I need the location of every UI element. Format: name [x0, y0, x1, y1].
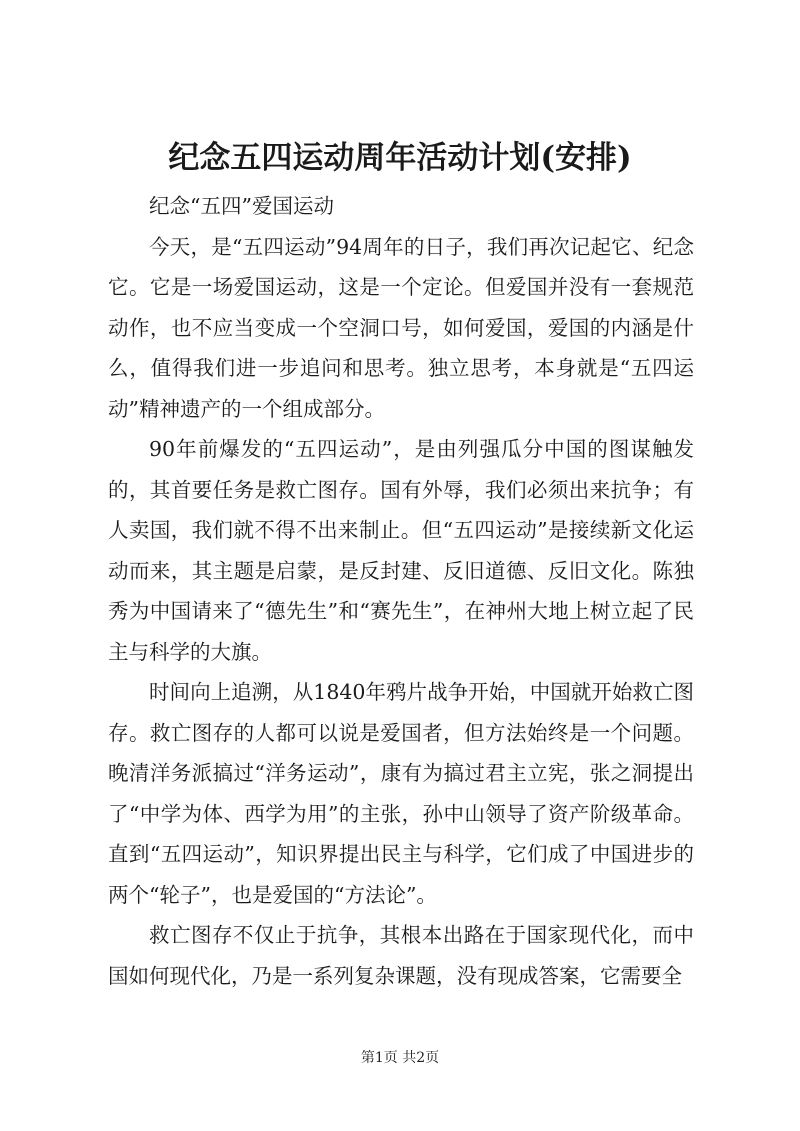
paragraph-2: 90年前爆发的“五四运动”，是由列强瓜分中国的图谋触发的，其首要任务是救亡图存。国有外辱，我们必须出来抗争；有人卖国，我们就不得不出来制止。但“五四运动”是接续新文化运动而来，其主题是启蒙，是反封建、反旧道德、反旧文化。陈独秀为中国请来了“德先生”和“赛先生”，在神州大地上树立起了民主与科学的大旗。: [108, 437, 694, 664]
document-body: [108, 186, 694, 996]
document-title: 纪念五四运动周年活动计划(安排): [168, 140, 632, 176]
page-footer: 第1页 共2页: [360, 1050, 440, 1066]
paragraph-4: 救亡图存不仅止于抗争，其根本出路在于国家现代化，而中国如何现代化，乃是一系列复杂课题，没有现成答案，它需要全: [108, 923, 694, 988]
document-subtitle: 纪念“五四”爱国运动: [149, 194, 334, 218]
paragraph-3: 时间向上追溯，从1840年鸦片战争开始，中国就开始救亡图存。救亡图存的人都可以说是爱国者，但方法始终是一个问题。晚清洋务派搞过“洋务运动”，康有为搞过君主立宪，张之洞提出了“中学为体、西学为用”的主张，孙中山领导了资产阶级革命。直到“五四运动”，知识界提出民主与科学，它们成了中国进步的两个“轮子”，也是爱国的“方法论”。: [108, 680, 694, 907]
paragraph-1: 今天，是“五四运动”94周年的日子，我们再次记起它、纪念它。它是一场爱国运动，这是一个定论。但爱国并没有一套规范动作，也不应当变成一个空洞口号，如何爱国，爱国的内涵是什么，值得我们进一步追问和思考。独立思考，本身就是“五四运动”精神遗产的一个组成部分。: [108, 234, 694, 421]
